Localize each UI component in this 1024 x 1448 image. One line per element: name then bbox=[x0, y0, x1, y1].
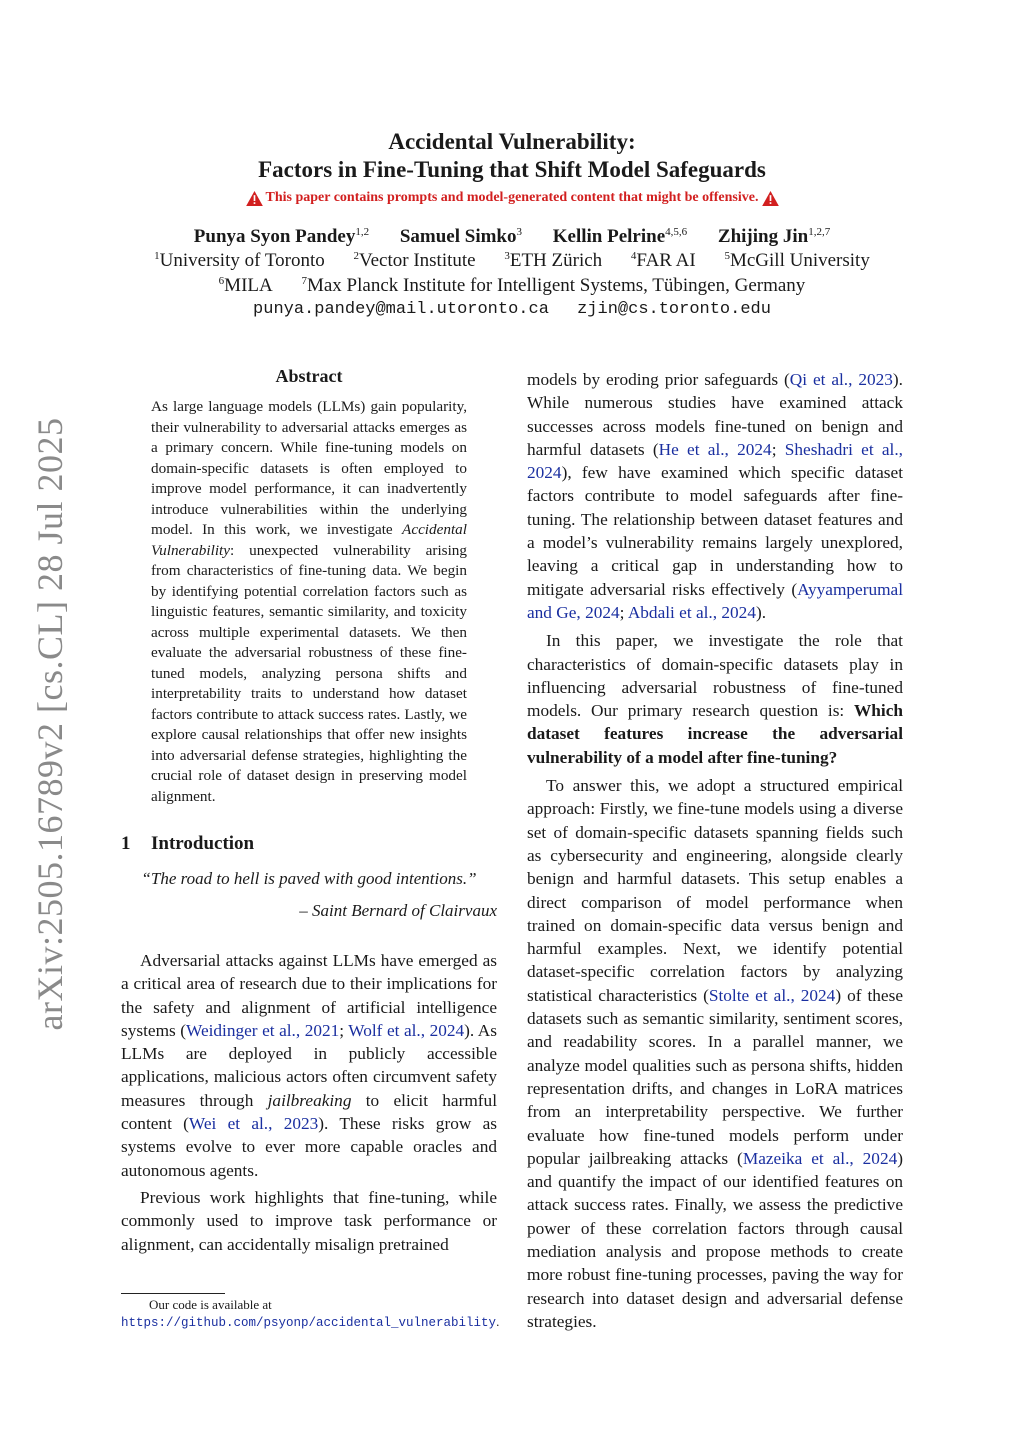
warning-icon bbox=[246, 191, 263, 206]
paragraph: Previous work highlights that fine-tuning, while commonly used to improve task performance or alignment, can accidentally misalign pretrained bbox=[121, 1187, 497, 1254]
email-link[interactable]: zjin@cs.toronto.edu bbox=[577, 300, 771, 319]
intro-body-left bbox=[121, 949, 497, 1256]
affiliation: $^4$FAR AI bbox=[630, 250, 696, 271]
section-number: 1 bbox=[121, 833, 131, 854]
paper-title bbox=[0, 128, 1024, 184]
title-line-1: Accidental Vulnerability: bbox=[388, 129, 636, 154]
abstract-term: Accidental Vulnerability bbox=[151, 521, 467, 559]
citation-link[interactable]: Wolf et al., 2024 bbox=[348, 1020, 465, 1040]
arxiv-stamp-text: arXiv:2505.16789v2 [cs.CL] 28 Jul 2025 bbox=[30, 417, 70, 1031]
title-line-2: Factors in Fine-Tuning that Shift Model Safeguards bbox=[258, 157, 766, 182]
affiliation: $^5$McGill University bbox=[724, 250, 870, 271]
affiliation: $^3$ETH Zürich bbox=[504, 250, 603, 271]
abstract-body: As large language models (LLMs) gain popularity, their vulnerability to adversarial attacks emerges as a primary concern. While fine-tuning models on domain-specific datasets is often employed to improve model performance, it can inadvertently introduce vulnerabilities within the underlying model. In this work, we investigate Accidental Vulnerability: unexpected vulnerability arising from characteristics of fine-tuning data. We begin by identifying potential correlation factors such as linguistic features, semantic similarity, and toxicity across multiple experimental datasets. We then evaluate the adversarial robustness of these fine-tuned models, analyzing persona shifts and interpretability traits to understand how dataset factors contribute to attack success rates. Lastly, we explore causal relationships that offer new insights into adversarial defense strategies, highlighting the crucial role of dataset design in preserving model alignment. bbox=[151, 398, 467, 805]
citation-link[interactable]: Weidinger et al., 2021 bbox=[186, 1020, 340, 1040]
paper-header bbox=[0, 128, 1024, 319]
affiliation: $^6$MILA bbox=[218, 275, 273, 296]
author-emails bbox=[0, 300, 1024, 319]
warning-text: This paper contains prompts and model-generated content that might be offensive. bbox=[265, 190, 759, 205]
author: Samuel Simko$^3$ bbox=[399, 226, 522, 247]
citation-link[interactable]: Sheshadri et al., 2024 bbox=[527, 439, 903, 483]
author: Kellin Pelrine$^{4,5,6}$ bbox=[552, 226, 688, 247]
abstract-heading: Abstract bbox=[275, 366, 343, 386]
epigraph-quote: “The road to hell is paved with good intentions.” bbox=[141, 869, 477, 888]
citation-link[interactable]: Qi et al., 2023 bbox=[789, 370, 893, 389]
citation-link[interactable]: Abdali et al., 2024 bbox=[627, 602, 756, 622]
citation-link[interactable]: Wei et al., 2023 bbox=[188, 1114, 319, 1134]
affiliations-line-2 bbox=[0, 273, 1024, 298]
affiliation: $^1$University of Toronto bbox=[154, 250, 325, 271]
code-url-link[interactable]: https://github.com/psyonp/accidental_vulnerability bbox=[121, 1316, 497, 1330]
citation-link[interactable]: He et al., 2024 bbox=[658, 439, 772, 459]
citation-link[interactable]: Stolte et al., 2024 bbox=[708, 985, 836, 1005]
epigraph-author: – Saint Bernard of Clairvaux bbox=[299, 901, 497, 920]
footnote: Our code is available at https://github.com/psyonp/accidental_vulnerability. bbox=[121, 1297, 500, 1330]
research-question: Which dataset features increase the adversarial vulnerability of a model after fine-tuning? bbox=[527, 701, 903, 767]
citation-link[interactable]: Ayyamperumal and Ge, 2024 bbox=[527, 579, 903, 622]
section-heading bbox=[121, 833, 497, 855]
warning-icon bbox=[762, 191, 779, 206]
paragraph: In this paper, we investigate the role that characteristics of domain-specific datasets play in influencing adversarial robustness of fine-tuned models. Our primary research question is: Which dataset features increase the adversarial vulnerability of a model after fine-tuning? bbox=[527, 631, 903, 767]
affiliation: $^2$Vector Institute bbox=[353, 250, 476, 271]
author: Zhijing Jin$^{1,2,7}$ bbox=[717, 226, 831, 247]
footnote-rule bbox=[121, 1293, 225, 1294]
author-list bbox=[0, 226, 1024, 248]
email-link[interactable]: punya.pandey@mail.utoronto.ca bbox=[253, 300, 549, 319]
section-title: Introduction bbox=[151, 833, 255, 854]
left-column bbox=[121, 366, 497, 1256]
author: Punya Syon Pandey$^{1,2}$ bbox=[193, 226, 370, 247]
citation-link[interactable]: Mazeika et al., 2024 bbox=[742, 1148, 898, 1168]
paragraph: To answer this, we adopt a structured empirical approach: Firstly, we fine-tune models using a diverse set of domain-specific datasets spanning fields such as cybersecurity and engineering, alongside clearly benign and harmful datasets. This setup enables a direct comparison of model performance when trained on domain-specific data versus benign and harmful examples. Next, we identify potential dataset-specific correlation factors by analyzing statistical characteristics (Stolte et al., 2024) of these datasets such as semantic similarity, sentiment scores, and readability scores. In a parallel manner, we analyze model qualities such as persona shifts, hidden representation drifts, and changes in LoRA matrices from an interpretability perspective. We further evaluate how fine-tuned models perform under popular jailbreaking attacks (Mazeika et al., 2024) and quantify the impact of our identified features on attack success rates. Finally, we assess the predictive power of these correlation factors through causal mediation analysis and propose methods to create more robust fine-tuning processes, paving the way for research into dataset design and adversarial defense strategies. bbox=[527, 776, 903, 1331]
right-column bbox=[527, 368, 903, 1333]
paragraph: Adversarial attacks against LLMs have emerged as a critical area of research due to their implications for the safety and alignment of artificial intelligence systems (Weidinger et al., 2021; Wolf et al., 2024). As LLMs are deployed in publicly accessible applications, malicious actors often circumvent safety measures through jailbreaking to elicit harmful content (Wei et al., 2023). These risks grow as systems evolve to ever more capable oracles and autonomous agents. bbox=[121, 951, 497, 1180]
paragraph: models by eroding prior safeguards (Qi et al., 2023). While numerous studies have examined attack successes across models fine-tuned on benign and harmful datasets (He et al., 2024; Sheshadri et al., 2024), few have examined which specific dataset factors contribute to model safeguards after fine-tuning. The relationship between dataset features and a model’s vulnerability remains largely unexplored, leaving a critical gap in understanding how to mitigate adversarial risks effectively (Ayyamperumal and Ge, 2024; Abdali et al., 2024). bbox=[527, 370, 903, 622]
content-warning bbox=[0, 190, 1024, 206]
affiliations-line-1 bbox=[0, 248, 1024, 273]
affiliation: $^7$Max Planck Institute for Intelligent Systems, Tübingen, Germany bbox=[301, 275, 806, 296]
